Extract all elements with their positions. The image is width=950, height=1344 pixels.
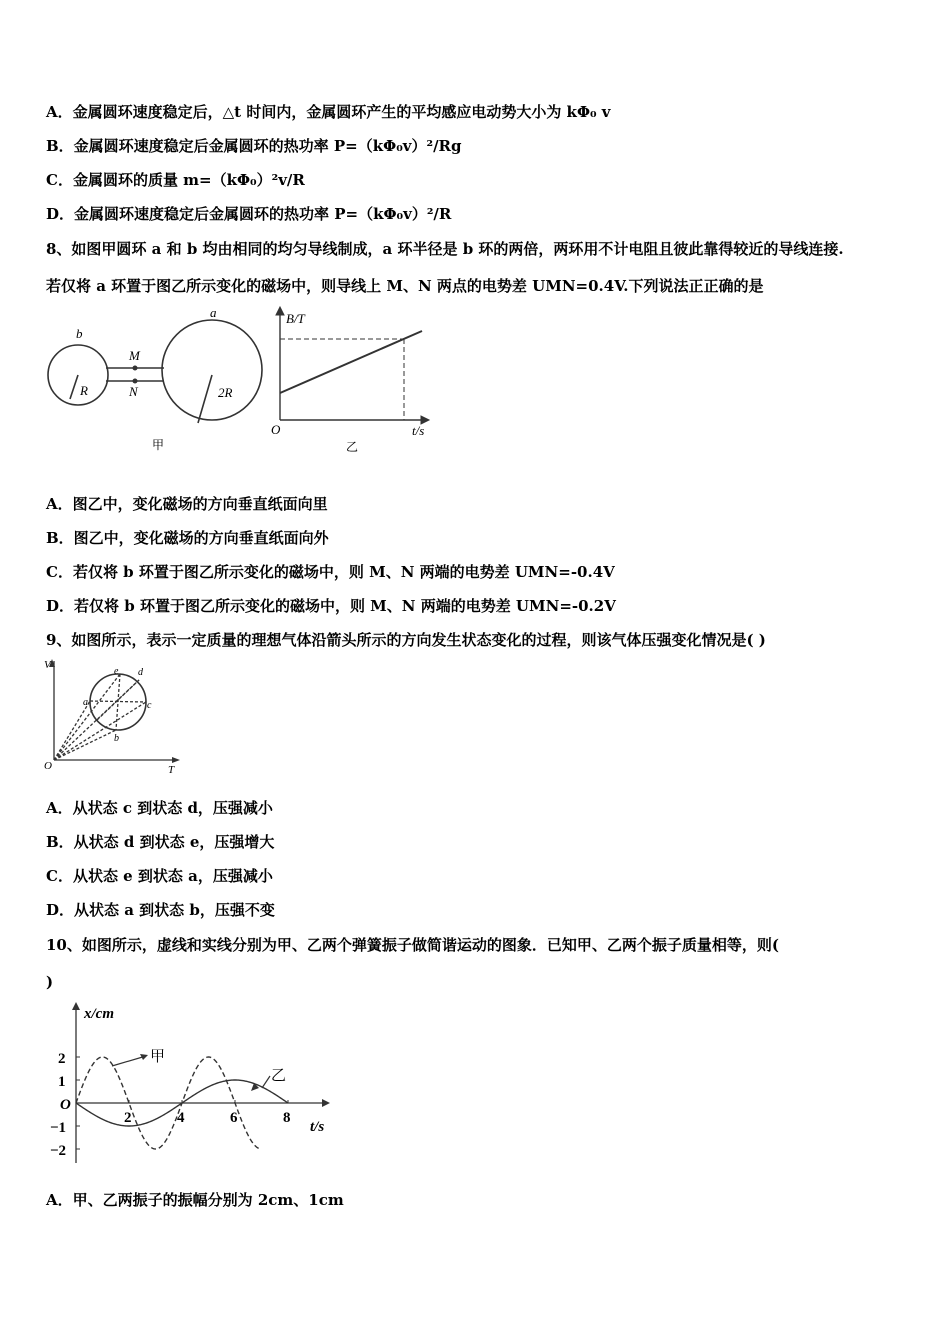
label-a: a bbox=[210, 305, 217, 320]
t-arrow bbox=[172, 757, 180, 763]
x-tick-label: 8 bbox=[283, 1110, 291, 1126]
t-axis-arrow bbox=[322, 1099, 330, 1107]
radius-b bbox=[70, 375, 78, 399]
q8-stem-line2: 若仅将 a 环置于图乙所示变化的磁场中，则导线上 M、N 两点的电势差 UMN=0.4V.下列说法正正确的是 bbox=[46, 277, 764, 295]
state-d-label: d bbox=[138, 667, 143, 678]
label-m: M bbox=[129, 348, 140, 363]
t-axis-label: t/s bbox=[412, 423, 425, 438]
radius-a bbox=[198, 375, 212, 423]
dashed-lines bbox=[54, 674, 146, 760]
q7-option-d: D．金属圆环速度稳定后金属圆环的热功率 P=（kΦ₀v）²/R bbox=[46, 205, 452, 223]
label-n: N bbox=[129, 384, 138, 399]
q8-option-b: B．图乙中，变化磁场的方向垂直纸面向外 bbox=[46, 529, 329, 547]
label-2r: 2R bbox=[218, 385, 233, 400]
point-m bbox=[133, 366, 138, 371]
x-tick-label: 2 bbox=[124, 1110, 132, 1126]
q7-option-c: C．金属圆环的质量 m=（kΦ₀）²v/R bbox=[46, 171, 305, 189]
q7-option-a: A．金属圆环速度稳定后，△t 时间内，金属圆环产生的平均感应电动势大小为 kΦ₀ v bbox=[46, 103, 611, 121]
q9-option-b: B．从状态 d 到状态 e，压强增大 bbox=[46, 833, 275, 851]
state-c-label: c bbox=[147, 700, 152, 711]
y-arrow bbox=[276, 307, 284, 315]
q9-stem: 9、如图所示，表示一定质量的理想气体沿箭头所示的方向发生状态变化的过程，则该气体压强变化情况是( ) bbox=[46, 631, 766, 649]
y-tick-label: −1 bbox=[50, 1120, 67, 1136]
x-tick-label: 6 bbox=[230, 1110, 238, 1126]
series-labels bbox=[112, 1048, 286, 1091]
q9-option-a: A．从状态 c 到状态 d，压强减小 bbox=[46, 799, 273, 817]
origin-label: O bbox=[271, 422, 281, 437]
state-b-label: b bbox=[114, 733, 119, 744]
y-tick-label: 2 bbox=[58, 1051, 66, 1067]
q10-oscillation-chart bbox=[40, 998, 350, 1168]
t-label: T bbox=[168, 764, 175, 776]
state-a-label: a bbox=[83, 697, 88, 708]
ring-a bbox=[162, 320, 262, 420]
y-tick-label: O bbox=[60, 1097, 71, 1113]
q8-figure bbox=[40, 305, 440, 465]
caption-yi: 乙 bbox=[346, 440, 359, 454]
q10-stem-line1: 10、如图所示，虚线和实线分别为甲、乙两个弹簧振子做简谐运动的图象．已知甲、乙两个振子质量相等，则( bbox=[46, 936, 779, 954]
q8-stem-line1: 8、如图甲圆环 a 和 b 均由相同的均匀导线制成，a 环半径是 b 环的两倍，两环用不计电阻且彼此靠得较近的导线连接. bbox=[46, 240, 844, 258]
q8-option-c: C．若仅将 b 环置于图乙所示变化的磁场中，则 M、N 两端的电势差 UMN=-0.4V bbox=[46, 563, 615, 581]
q7-option-b: B．金属圆环速度稳定后金属圆环的热功率 P=（kΦ₀v）²/Rg bbox=[46, 137, 462, 155]
caption-jia: 甲 bbox=[152, 438, 165, 452]
q9-option-d: D．从状态 a 到状态 b，压强不变 bbox=[46, 901, 275, 919]
q10-option-a: A．甲、乙两振子的振幅分别为 2cm、1cm bbox=[46, 1191, 344, 1209]
series-jia-label: 甲 bbox=[150, 1049, 166, 1065]
point-n bbox=[133, 379, 138, 384]
v-label: V bbox=[44, 659, 51, 671]
state-e-label: e bbox=[114, 666, 119, 677]
label-b: b bbox=[76, 326, 83, 341]
origin-label: O bbox=[44, 760, 52, 772]
t-axis-label: t/s bbox=[310, 1119, 325, 1135]
q8-option-a: A．图乙中，变化磁场的方向垂直纸面向里 bbox=[46, 495, 328, 513]
q8-option-d: D．若仅将 b 环置于图乙所示变化的磁场中，则 M、N 两端的电势差 UMN=-0.2V bbox=[46, 597, 616, 615]
b-axis-label: B/T bbox=[286, 311, 305, 326]
q9-option-c: C．从状态 e 到状态 a，压强减小 bbox=[46, 867, 273, 885]
q9-vt-figure bbox=[40, 655, 190, 780]
series-yi-label: 乙 bbox=[271, 1068, 287, 1084]
y-tick-label: −2 bbox=[50, 1143, 67, 1159]
x-tick-label: 4 bbox=[177, 1110, 185, 1126]
q10-stem-line2: ) bbox=[46, 973, 54, 991]
x-axis-label: x/cm bbox=[84, 1006, 114, 1022]
b-line bbox=[280, 331, 422, 393]
y-tick-label: 1 bbox=[58, 1074, 66, 1090]
x-axis-arrow bbox=[72, 1002, 80, 1010]
label-r: R bbox=[80, 383, 88, 398]
